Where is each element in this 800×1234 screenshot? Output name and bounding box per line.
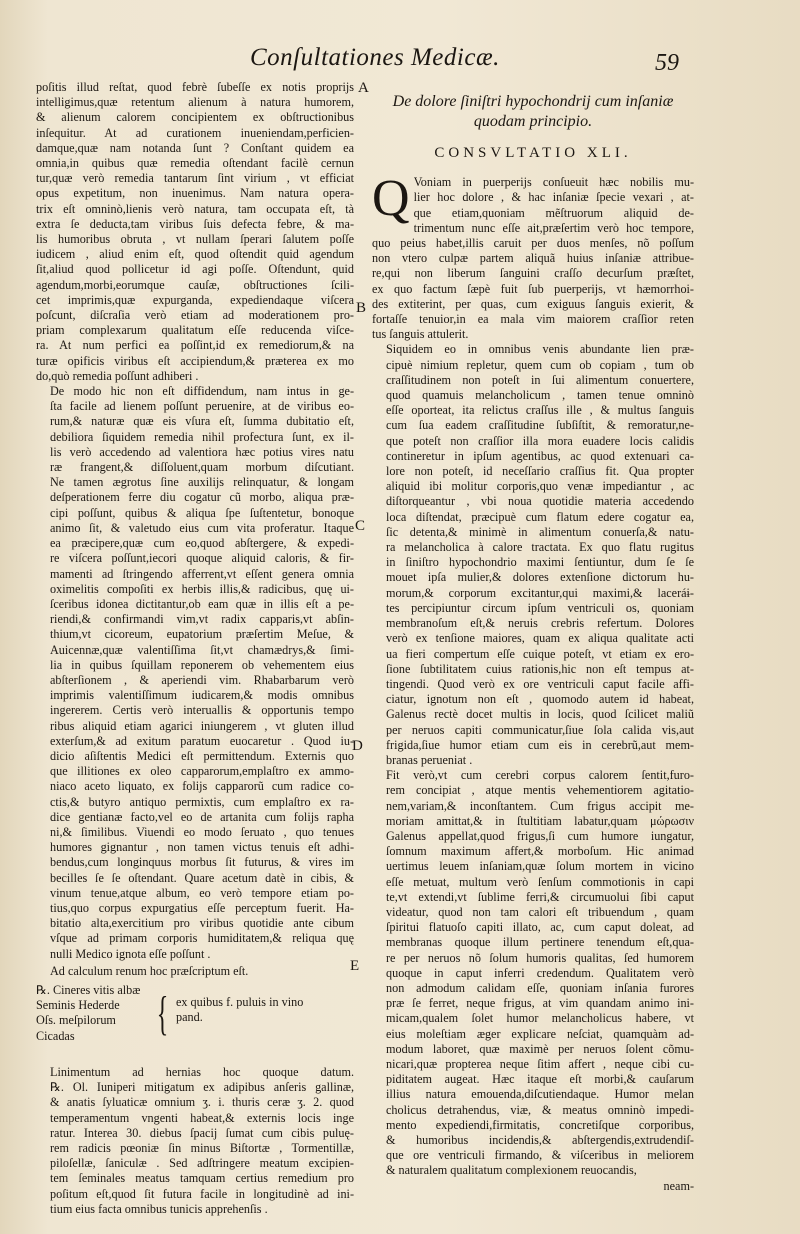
- margin-letter-d: D: [352, 738, 363, 754]
- text-line: Linimentum ad hernias hoc quoque datum.: [50, 1064, 354, 1079]
- text-line: oximelitis compoſiti ex herbis illis,& radicibus, quę ui-: [50, 581, 354, 596]
- text-line: poſitis illud reſtat, quod febrè ſubeſſe ex notis proprijs: [36, 80, 354, 94]
- text-line: ea præcipere,quæ cum eo,quod abſtergere, & expedi-: [50, 536, 354, 551]
- text-line: agendum,morbi,eorumque cauſæ, obſtructiones ſcili-: [36, 277, 354, 292]
- right-paragraph-1: [372, 170, 694, 342]
- text-line: imprimis valentiſſimum iudicarem,& modis omnibus: [50, 688, 354, 703]
- text-line: ribus aliquid etiam agarici iniungerem , vt gluten illud: [50, 718, 354, 733]
- text-line: lis humoribus obruta , vt nullam ſperari ſalutem poſſe: [36, 232, 354, 247]
- text-line: in ſiniſtro hypochondrio maximi ſentiuntur, dum ſe ſe: [386, 555, 694, 570]
- text-line: ſione ſubtilitatem cuius rationis,hic non eſt tempus at-: [386, 661, 694, 676]
- text-line: que ore ventriculi firmando, & viſceribus in meliorem: [386, 1148, 694, 1163]
- text-line: intelligimus,quæ retentum alienum à natura humorem,: [36, 95, 354, 110]
- text-line: videatur, quod non tam calori eſt tribuendum , quam: [386, 904, 694, 919]
- text-line: ℞. Cineres vitis albæ: [36, 982, 141, 997]
- text-line: ra melancholica à calore tractata. Ex quo flatu rugitus: [386, 540, 694, 555]
- text-line: modum laboret, quæ maximè per neruos ſolent cõmu-: [386, 1041, 694, 1056]
- text-line: membranoſum eſt,& neruis crebris refertum. Dolores: [386, 616, 694, 631]
- text-line: te,vt extendi,vt ſublime ferri,& circumuolui ſibi caput: [386, 889, 694, 904]
- text-line: tes percipiuntur circum ipſum ventriculi os, quoniam: [386, 600, 694, 615]
- text-line: trix eſt omninò,lienis verò natura, tam occupata eſt, tà: [36, 201, 354, 216]
- text-line: piditatem augeat. Hæc itaque eſt morbi,& cauſarum: [386, 1072, 694, 1087]
- text-line: frigida,ſiue humor etiam cum eis in cerebrũ,aut mem-: [386, 737, 694, 752]
- text-line: ſpiritui flatuoſo capiti illato, ac, cum caput doleat, ad: [386, 920, 694, 935]
- text-line: re,qui non liberum ſanguini craſſo decurſum præſtet,: [372, 266, 694, 281]
- text-line: opus expetitum, non inuenimus. Nam natura opera-: [36, 186, 354, 201]
- text-line: ciatur, ignotum non eſt , quomodo autem id habeat,: [386, 692, 694, 707]
- text-line: extra ſe deducta,tam viribus ſuis defecta febre, & ma-: [36, 216, 354, 231]
- text-line: humores gignantur , non tamen victus tenuis eſt adhi-: [50, 840, 354, 855]
- recipe-intro: Ad calculum renum hoc præſcriptum eſt.: [50, 963, 249, 978]
- text-line: quo peius habet,illis caruit per duos menſes, nõ poſſum: [372, 236, 694, 251]
- text-line: mento expediendi,firmitatis, concretiſque corporibus,: [386, 1117, 694, 1132]
- text-line: tius,quo corpus expurgatius eſſe perceptum fuerit. Ha-: [50, 900, 354, 915]
- text-line: Auicennæ,quæ valentiſſima ſit,vt chamædrys,& ſimi-: [50, 642, 354, 657]
- text-line: omnia,in quibus quæ remedia oſtendant facilè cernun: [36, 156, 354, 171]
- catchword: neam-: [663, 1178, 694, 1193]
- consultation-number: CONSVLTATIO XLI.: [434, 145, 632, 161]
- text-line: ſic detenta,& minimè in alimentum conuerſa,& natu-: [386, 524, 694, 539]
- text-line: trimentum nunc eſſe ait,præſertim verò hoc tempore,: [413, 220, 694, 235]
- text-line: dicio aſiſtentis Medici eſt permittendum. Externis quo: [50, 748, 354, 763]
- text-line: cipuè nimium repletur, quem cum ob copiam , tum ob: [386, 357, 694, 372]
- text-line: deſperationem ferre diu cogatur cũ morbo, aliqua præ-: [50, 490, 354, 505]
- text-line: non vtero culpæ partem aliquã huius inſaniæ attribue-: [372, 251, 694, 266]
- margin-letter-a: A: [358, 80, 369, 96]
- text-line: ingererem. Certis verò interuallis & opportunis tempo: [50, 703, 354, 718]
- text-line: debiliora ſiquidem remedia nihil profectura ſunt, ex il-: [50, 429, 354, 444]
- text-line: ræ frangent,& diſſoluent,quam morbum diſcutiant.: [50, 460, 354, 475]
- text-line: vſque ad primam corporis humiditatem,& reliqua quę: [50, 931, 354, 946]
- text-line: piloſellæ, ſaniculæ . Sed adſtringere meatum excipien-: [50, 1156, 354, 1171]
- text-line: diſtorqueantur , vbi noua quotidie materia accedendo: [386, 494, 694, 509]
- text-line: & anatis ſyluaticæ omnium ʒ. i. thuris ceræ ʒ. 2. quod: [50, 1095, 354, 1110]
- text-line: nicari,quæ propterea neque ſitim affert , neque cibi cu-: [386, 1056, 694, 1071]
- text-line: turæ opificis viribus eſt accipiendum,& præterea ex mo: [36, 353, 354, 368]
- text-line: ex quibus f. puluis in vino: [176, 994, 304, 1009]
- text-line: lore non poteſt, id neceſſario craſſius fit. Qua propter: [386, 464, 694, 479]
- text-line: & humoribus incidendis,& abſtergendis,extrudendiſ-: [386, 1133, 694, 1147]
- text-line: & alienum calorem concipientem ex obſtructionibus: [36, 110, 354, 125]
- text-line: fortaſſe tenuior,in ea mala vim maiorem craſſior reten: [372, 312, 694, 327]
- text-line: non admodum calidam eſſe, quoniam inſania furores: [386, 980, 694, 995]
- text-line: que poteſt non craſſior illa mora euadere locis calidis: [386, 433, 694, 448]
- text-line: micam,qualem ſolet humor melancholicus habere, vt: [386, 1011, 694, 1026]
- text-line: ſceribus idonea dictitantur,ob eam quæ in illis eſt a pe-: [50, 596, 354, 611]
- text-line: abſterſionem , & aperiendi vim. Rhabarbarum verò: [50, 672, 354, 687]
- text-line: thium,vt cicoreum, eupatorium præſertim Meſue, &: [50, 627, 354, 642]
- text-line: ex quo factum ſæpè fuit ſub puerperijs, vt hæmorrhoi-: [372, 281, 694, 296]
- text-line: loca diſtendat, præcipuè cum flatum edere cogatur ea,: [386, 509, 694, 524]
- text-line: eſſe oporteat, ita relictus craſſus ille , & multus ſanguis: [386, 403, 694, 418]
- text-line: tem ſeminales meatus tamquam certius remedium pro: [50, 1171, 354, 1186]
- text-line: poſcunt, diſcraſia verò etiam ad moderationem pro-: [36, 308, 354, 323]
- text-line: niaco aceto liquato, ex folijs capparorũ cum radice co-: [50, 779, 354, 794]
- text-line: cet imprimis,quæ expurganda, expediendaque viſcera: [36, 292, 354, 307]
- text-line: que etiam,quoniam mẽſtruorum aliquid de-: [413, 205, 694, 220]
- text-line: re viſcera poſſunt,iecori quoque aliquid caloris, & fir-: [50, 551, 354, 566]
- text-line: uertimus leuem inſaniam,quæ ſolum mortem in vicino: [386, 859, 694, 874]
- left-paragraph-2: [36, 384, 354, 962]
- text-line: becilles ſe ſe oſtendant. Quare acetum datè in cibis, &: [50, 870, 354, 885]
- text-line: aliquid ibi molitur corporis,quo venæ impediantur , ac: [386, 479, 694, 494]
- text-line: eius moleſtiam æger explicare neſciat, quamquàm ad-: [386, 1026, 694, 1041]
- drop-capital: Q: [372, 170, 410, 228]
- text-line: ctis,& butyro antiquo permixtis, cum emplaſtro ex ra-: [50, 794, 354, 809]
- left-paragraph-3: [36, 1065, 354, 1217]
- text-line: tur,quæ verò remedia tantarum ſint virium , vt efficiat: [36, 171, 354, 186]
- text-line: lia in quibus ſquillam reponerem ob vehementem eius: [50, 657, 354, 672]
- text-line: Cicadas: [36, 1028, 75, 1043]
- text-line: ni,& ſimilibus. Viuendi eo modo ſeruato , quo tenues: [50, 824, 354, 839]
- text-line: ua fieri compertum eſſe cuique poteſt, vt etiam ex ero-: [386, 646, 694, 661]
- margin-letter-c: C: [355, 518, 366, 534]
- text-line: craſſitudinem non poteſt in ſui alimentum conuertere,: [386, 372, 694, 387]
- text-line: eſſe metuat, multum verò ſenſum commotionis in capi: [386, 874, 694, 889]
- text-line: Ne tamen ægrotus ſine auxilijs relinquatur, & longam: [50, 475, 354, 490]
- text-line: rum,& naturæ quæ eis vſura eſt, ſumma dubitatio eſt,: [50, 414, 354, 429]
- text-line: animo ſit, & valetudo eius cum vita proferatur. Itaque: [50, 520, 354, 535]
- text-line: pand.: [176, 1010, 203, 1025]
- recipe-brace: {: [156, 986, 169, 1040]
- text-line: priam complexarum qualitatum eſſe reducenda viſce-: [36, 323, 354, 338]
- text-line: illius natura emouenda,diſcutiendaque. Humor melan: [386, 1087, 694, 1102]
- text-line: contineretur in ipſum agentibus, ac quod extenuari ca-: [386, 448, 694, 463]
- text-line: branas perueniat .: [386, 752, 473, 767]
- consultation-title: De dolore ſiniſtri hypochondrij cum inſaniæ quodam principio.: [392, 93, 674, 130]
- text-line: nulli Medico ignota eſſe poſſunt .: [50, 946, 211, 961]
- text-line: vinum tenue,atque album, eo verò tempore etiam po-: [50, 885, 354, 900]
- text-line: Siquidem eo in omnibus venis abundante lien præ-: [386, 342, 694, 357]
- text-line: cum ſua eadem craſſitudine ſubſiſtit, & remoratur,ne-: [386, 418, 694, 433]
- text-line: poſitum eſt,quod ſit futura facile in longitudinè ad ini-: [50, 1186, 354, 1201]
- text-line: ſit,aliud quod pollicetur id agi poſſe. Oſtendunt, quid: [36, 262, 354, 277]
- text-line: cholicus detrahendus, viæ, & meatus omninò impedi-: [386, 1102, 694, 1117]
- recipe-ingredients: [36, 983, 140, 1044]
- text-line: que illitiones ex oleo capparorum,emplaſtro ex ammo-: [50, 764, 354, 779]
- text-line: nem,variam,& inconſtantem. Cum frigus accipit me-: [386, 798, 694, 813]
- text-line: bendus,cum longinquus morbus ſit futurus, & vires im: [50, 855, 354, 870]
- text-line: De modo hic non eſt diffidendum, nam intus in ge-: [50, 384, 354, 399]
- text-line: bitatio alta,exercitium pro viribus quotidie ante cibum: [50, 916, 354, 931]
- text-line: rem concipiat , atque mentis vehementiorem agitatio-: [386, 783, 694, 798]
- left-paragraph-1: [36, 80, 354, 384]
- text-line: ſomnum maximum affert,& morboſum. Hic animad: [386, 844, 694, 859]
- text-line: Fit verò,vt cum cerebri corpus calorem ſentit,furo-: [386, 768, 694, 783]
- text-line: iudicem , aliud enim eſt, quod oſtendit quid agendum: [36, 247, 354, 262]
- text-line: quoque in caput inferri credendum. Qualitatem verò: [386, 965, 694, 980]
- text-line: ra. At num perfici ea poſſint,id ex remediorum,& na: [36, 338, 354, 353]
- text-line: mouet ipſa mulier,& dolores extenſione dictorum hu-: [386, 570, 694, 585]
- text-line: Oſs. meſpilorum: [36, 1013, 116, 1028]
- text-line: Seminis Hederde: [36, 998, 120, 1013]
- text-line: morum,& corporum excitantur,qui maximi,& laceráɨ-: [386, 585, 694, 600]
- right-paragraph-2: [372, 342, 694, 768]
- text-line: inſequitur. At ad curationem inueniendam,perficien-: [36, 125, 354, 140]
- recipe-block: [36, 983, 354, 1055]
- text-line: membranas quoque illum pertinere tenendum eſt,qua-: [386, 935, 694, 950]
- text-line: ſta facile ad lienem poſſunt peruenire, at de viribus eo-: [50, 399, 354, 414]
- text-line: tingendi. Quod verò ex ore ventriculi caput facile affi-: [386, 676, 694, 691]
- text-line: ratur. Interea 30. diebus ſpacij ſumat cum cibis puluę-: [50, 1125, 354, 1140]
- text-line: verò ex tenſione maiores, quam ex aliqua qualitate acti: [386, 631, 694, 646]
- right-paragraph-3: [372, 768, 694, 1178]
- right-column: [372, 92, 694, 1194]
- text-line: do,quò remedia poſſunt adhiberi .: [36, 368, 199, 383]
- running-title: Conſultationes Medicæ.: [250, 44, 500, 71]
- text-line: riendi,& confirmandi vim,vt radix capparis,vt abſin-: [50, 612, 354, 627]
- text-line: re per neruos nõ ſolum humoris qualitas, ſed humorem: [386, 950, 694, 965]
- margin-letter-e: E: [350, 958, 360, 974]
- text-line: dice gentianæ facto,vel eo de artanita cum folijs rapha: [50, 809, 354, 824]
- text-line: tium eius facta omnibus tunicis apprehenſis .: [50, 1201, 268, 1216]
- text-line: damque,quæ nam notanda ſunt ? Conſtant quidem ea: [36, 140, 354, 155]
- text-line: mamenti ad ſtringendo afferrent,vt eſſent genera omnia: [50, 566, 354, 581]
- text-line: Galenus appellat,quod frigus,ſi cum humore iungatur,: [386, 828, 694, 843]
- text-line: lis verò accedendo ad valentiora hæc potius vires natu: [50, 444, 354, 459]
- text-line: per neruos capiti communicatur,ſiue ſola calida vis,aut: [386, 722, 694, 737]
- text-line: Galenus rectè docet multis in locis, quod ſcilicet maliũ: [386, 707, 694, 722]
- text-line: tus ſanguis attulerit.: [372, 327, 469, 342]
- text-line: lier hoc dolore , & hac inſaniæ ſpecie vexari , at-: [413, 190, 694, 205]
- page-number: 59: [655, 50, 679, 76]
- text-line: cipi poſſunt, quibus & aliqua ſpe ſuſtentetur, bonoque: [50, 505, 354, 520]
- text-line: rem radicis pœoniæ ſin minus Biſtortæ , Tormentillæ,: [50, 1141, 354, 1155]
- text-line: ℞. Ol. Iuniperi mitigatum ex adipibus anſeris gallinæ,: [50, 1080, 354, 1095]
- left-column: [36, 80, 354, 1217]
- text-line: des extiterint, per quas, cum exiguus ſanguis exierit, &: [372, 296, 694, 311]
- text-line: temperamentum vngenti habeat,& externis locis inge: [50, 1110, 354, 1125]
- recipe-instructions: [176, 995, 303, 1025]
- text-line: & naturalem qualitatum complexionem reuocandis,: [386, 1163, 637, 1178]
- text-line: præ ſe ferret, neque frigus, at vim quandam animo ini-: [386, 996, 694, 1011]
- text-line: quod quamuis melancholicum , tamen tenue omninò: [386, 388, 694, 403]
- text-line: Voniam in puerperijs conſueuit hæc nobilis mu-: [413, 175, 694, 190]
- text-line: exterſum,& ad exitum paratum euocaretur . Quod iu-: [50, 733, 354, 748]
- text-line: moriam amittat,& in ſtultitiam labatur,quam μώρωσιν: [386, 813, 694, 828]
- margin-letter-b: B: [356, 300, 367, 316]
